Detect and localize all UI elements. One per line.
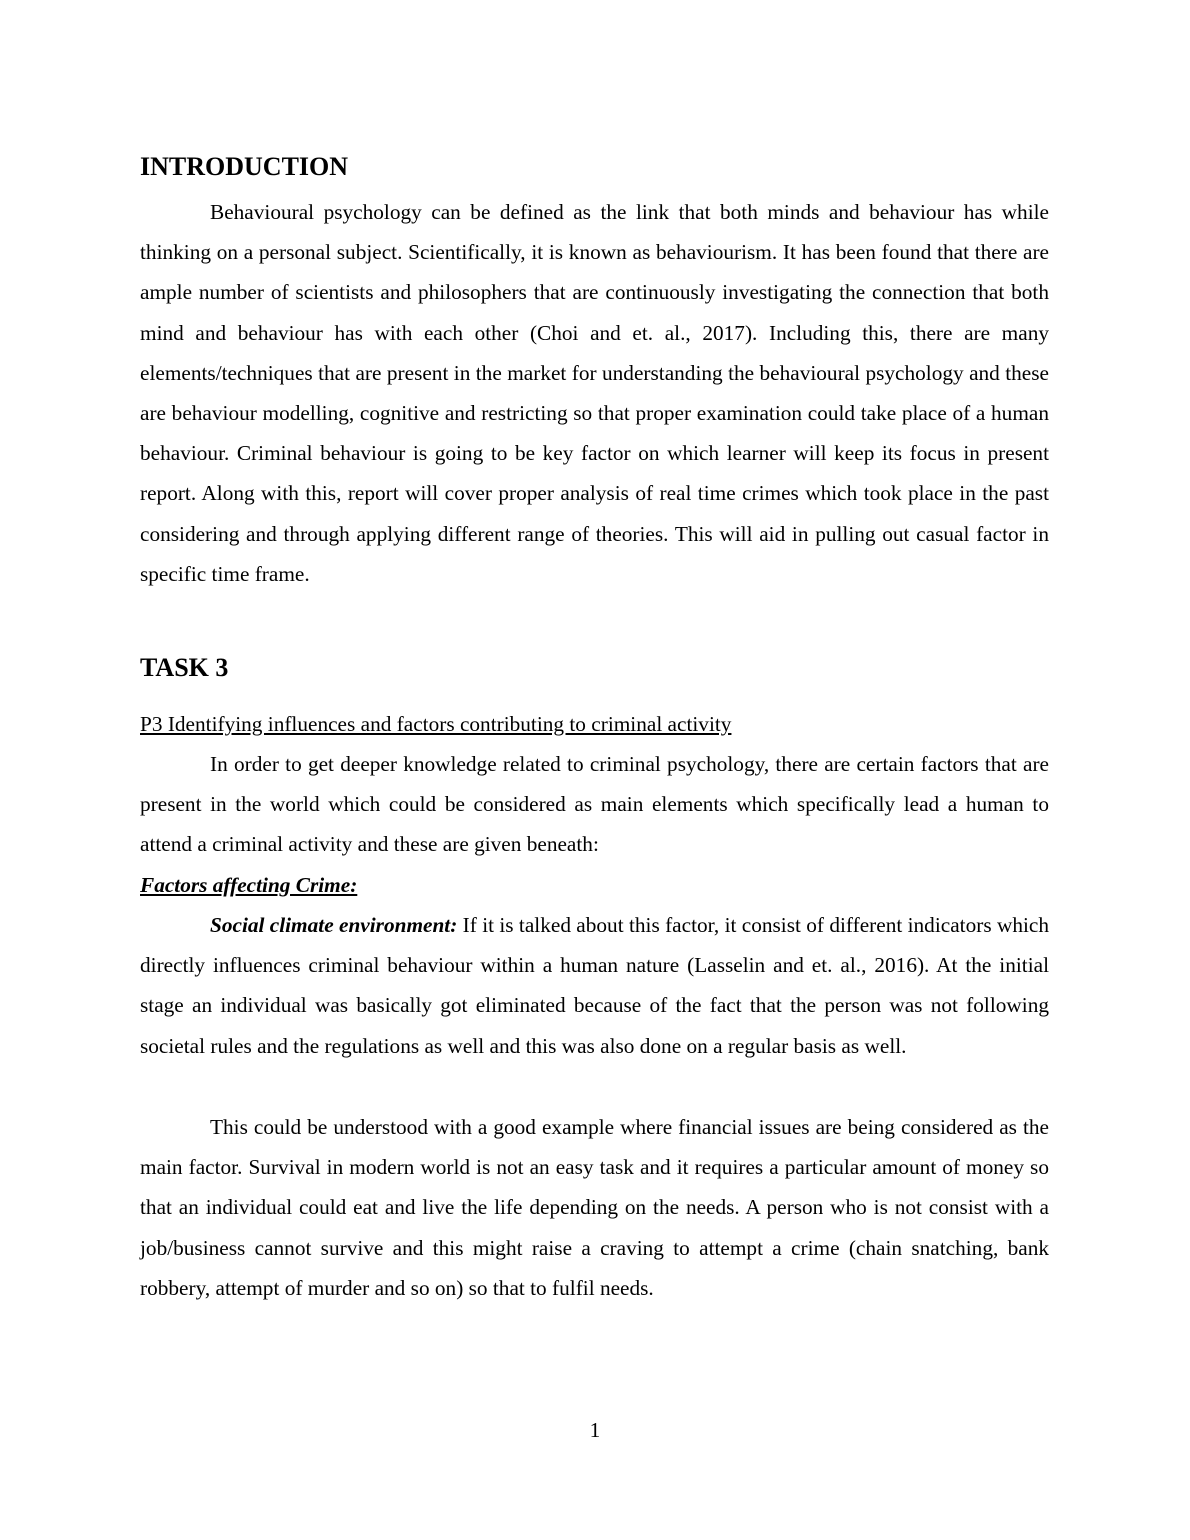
introduction-paragraph: Behavioural psychology can be defined as the link that both minds and behaviour has while thinking on a personal subject. Scientifically, it is known as behaviourism. It has been found that there are ample number of scientists and philosophers that are continuously investigating the connection that both mind and behaviour has with each other (Choi and et. al., 2017). Including this, there are many elements/techniques that are present in the market for understanding the behavioural psychology and these are behaviour modelling, cognitive and restricting so that proper examination could take place of a human behaviour. Criminal behaviour is going to be key factor on which learner will keep its focus in present report. Along with this, report will cover proper analysis of real time crimes which took place in the past considering and through applying different range of theories. This will aid in pulling out casual factor in specific time frame. <box>140 200 1049 586</box>
introduction-heading: INTRODUCTION <box>140 152 349 181</box>
task3-heading: TASK 3 <box>140 653 229 682</box>
p3-subheading: P3 Identifying influences and factors contributing to criminal activity <box>140 712 732 736</box>
social-climate-label: Social climate environment: <box>210 913 458 937</box>
social-climate-text: If it is talked about this factor, it consist of different indicators which directly influences criminal behaviour within a human nature (Lasselin and et. al., 2016). At the initial stage an individual was basically got eliminated because of the fact that the person was not following societal rules and the regulations as well and this was also done on a regular basis as well. <box>140 913 1049 1058</box>
task3-intro-paragraph: In order to get deeper knowledge related to criminal psychology, there are certain factors that are present in the world which could be considered as main elements which specifically lead a human to attend a criminal activity and these are given beneath: <box>140 752 1049 857</box>
factors-affecting-crime-heading: Factors affecting Crime: <box>140 873 358 897</box>
page-number: 1 <box>589 1418 601 1442</box>
financial-example-paragraph: This could be understood with a good example where financial issues are being considered as the main factor. Survival in modern world is not an easy task and it requires a particular amount of money so that an individual could eat and live the life depending on the needs. A person who is not consist with a job/business cannot survive and this might raise a craving to attempt a crime (chain snatching, bank robbery, attempt of murder and so on) so that to fulfil needs. <box>140 1115 1049 1300</box>
social-climate-paragraph <box>140 905 1049 1066</box>
